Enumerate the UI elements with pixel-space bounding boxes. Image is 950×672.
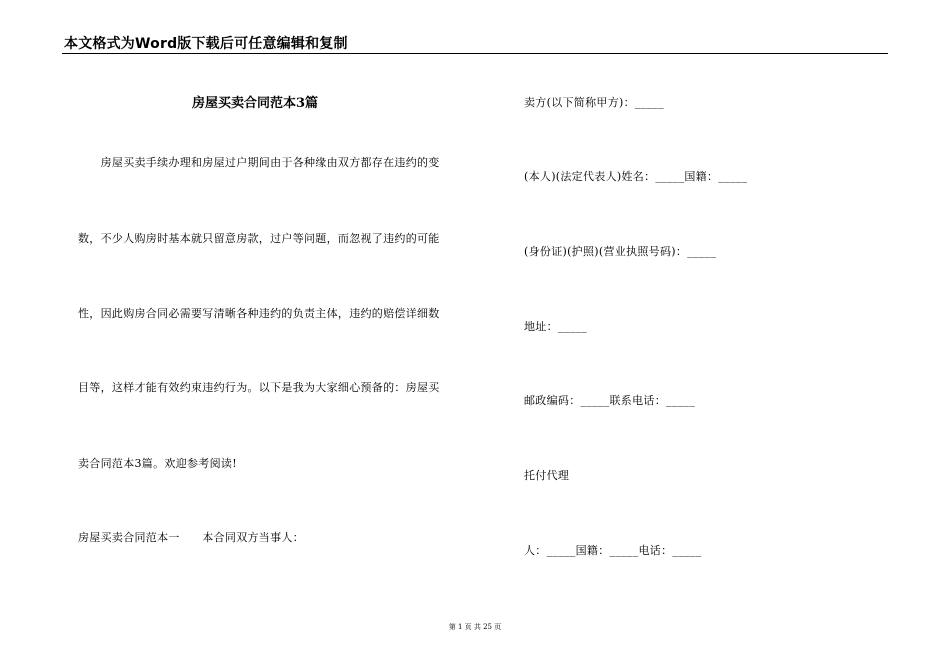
- page-number: 第 1 页 共 25 页: [448, 623, 502, 631]
- agent-heading-line: 托付代理: [524, 469, 570, 482]
- body-line-5: 卖合同范本3篇。欢迎参考阅读!: [78, 457, 237, 470]
- body-line-2: 数，不少人购房时基本就只留意房款，过户等问题，而忽视了违约的可能: [78, 232, 440, 245]
- header-divider: [62, 53, 888, 54]
- seller-name-line: (本人)(法定代表人)姓名：_____国籍：_____: [524, 170, 748, 183]
- body-line-1: 房屋买卖手续办理和房屋过户期间由于各种缘由双方都存在违约的变: [78, 156, 440, 169]
- agent-detail-line: 人：_____国籍：_____电话：_____: [524, 544, 702, 557]
- seller-postcode-line: 邮政编码：_____联系电话：_____: [524, 394, 695, 407]
- body-line-4: 目等，这样才能有效约束违约行为。以下是我为大家细心预备的：房屋买: [78, 381, 440, 394]
- seller-id-line: (身份证)(护照)(营业执照号码)：_____: [524, 245, 717, 258]
- body-line-3: 性，因此购房合同必需要写清晰各种违约的负责主体，违约的赔偿详细数: [78, 307, 440, 320]
- document-title: 房屋买卖合同范本3篇: [192, 96, 319, 111]
- body-line-6: 房屋买卖合同范本一 本合同双方当事人：: [78, 531, 304, 544]
- seller-line: 卖方(以下简称甲方)：_____: [524, 96, 664, 109]
- document-banner: 本文格式为Word版下载后可任意编辑和复制: [64, 36, 348, 52]
- seller-address-line: 地址：_____: [524, 320, 587, 333]
